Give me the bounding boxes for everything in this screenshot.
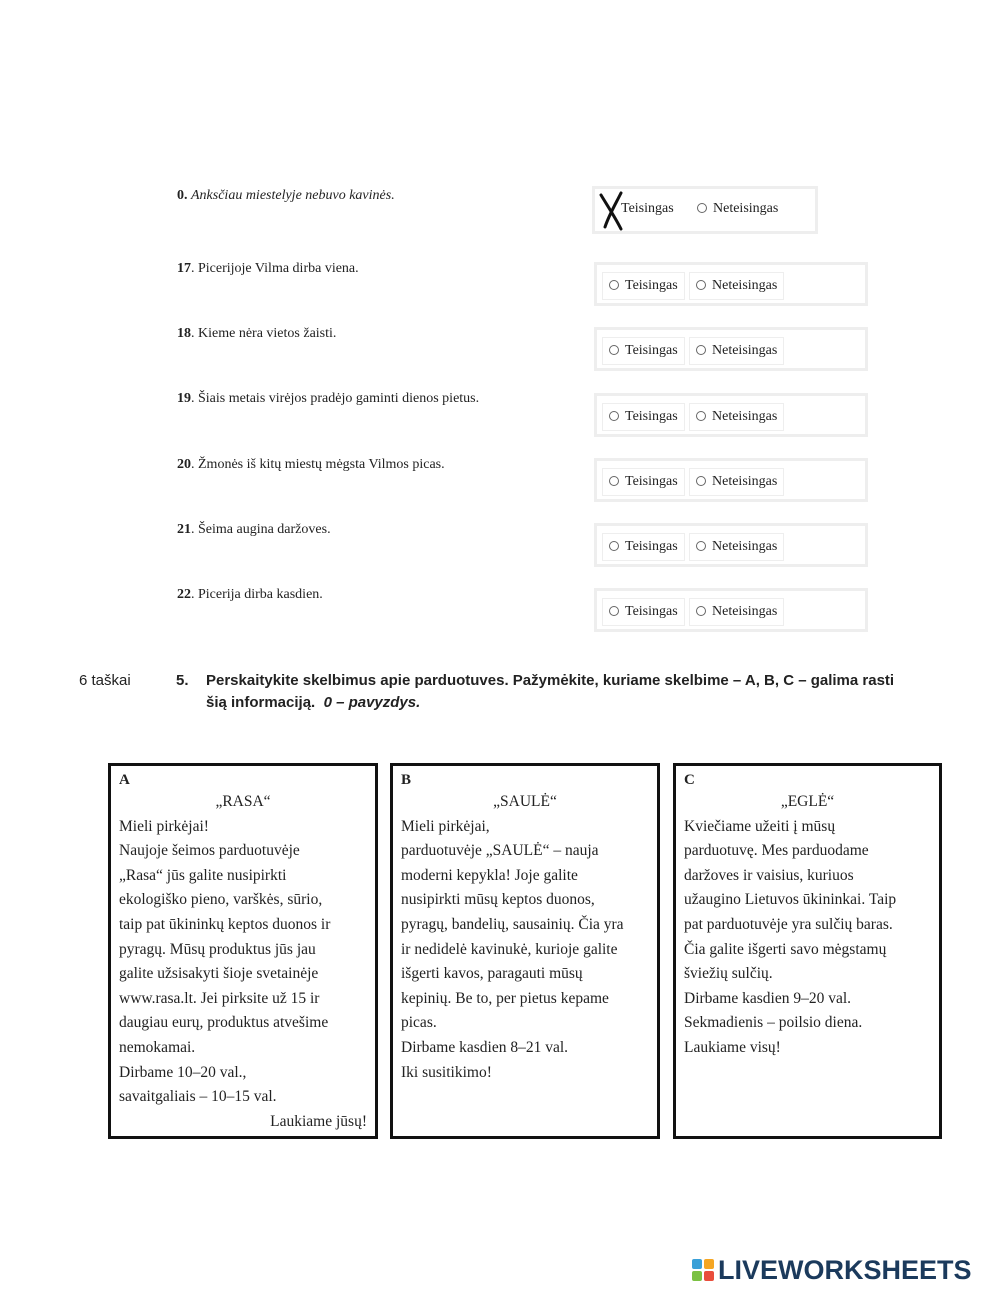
ad-store-name: „EGLĖ“ [780, 793, 835, 810]
ad-line: Naujoje šeimos parduotuvėje [119, 842, 300, 860]
ad-line: ekologiško pieno, varškės, sūrio, [119, 891, 323, 909]
ad-line: Kviečiame užeiti į mūsų [684, 817, 836, 835]
ad-line: savaitgaliais – 10–15 val. [119, 1088, 277, 1106]
task-instruction [176, 670, 896, 714]
ad-card-b [390, 763, 660, 1139]
option-label: Neteisingas [712, 604, 778, 619]
option-false-20[interactable] [689, 468, 784, 496]
question-text: . Kieme nėra vietos žaisti. [191, 326, 337, 341]
ad-line: pyragų, bandelių, sausainių. Čia yra [401, 915, 624, 933]
answer-box-22 [594, 588, 868, 632]
ad-line: „Rasa“ jūs galite nusipirkti [119, 866, 287, 884]
option-false-19[interactable] [689, 403, 784, 431]
ad-line: Čia galite išgerti savo mėgstamų [684, 940, 887, 958]
option-false-17[interactable] [689, 272, 784, 300]
question-number: 21 [177, 522, 191, 537]
ad-line: picas. [401, 1014, 437, 1032]
option-false-18[interactable] [689, 337, 784, 365]
task-text: Perskaitykite skelbimus apie parduotuves. Pažymėkite, kuriame skelbime – A, B, C – galima rasti šią informaciją. [206, 672, 895, 711]
option-label: Teisingas [625, 539, 678, 554]
ad-line: www.rasa.lt. Jei pirksite už 15 ir [119, 989, 320, 1007]
option-false-22[interactable] [689, 598, 784, 626]
option-label: Teisingas [625, 278, 678, 293]
ad-line: moderni kepykla! Joje galite [401, 866, 578, 884]
option-label: Neteisingas [713, 201, 779, 216]
question-number: 20 [177, 457, 191, 472]
example-note: 0 – pavyzdys. [323, 694, 421, 711]
ad-line: Sekmadienis – poilsio diena. [684, 1014, 863, 1032]
ad-line: kepinių. Be to, per pietus kepame [401, 989, 609, 1007]
radio-icon [609, 541, 619, 551]
liveworksheets-logo [692, 1254, 972, 1286]
option-true-17[interactable] [602, 272, 685, 300]
radio-icon [609, 280, 619, 290]
option-true-19[interactable] [602, 403, 685, 431]
ad-letter: C [684, 772, 695, 788]
radio-icon [696, 280, 706, 290]
answer-box-17 [594, 262, 868, 306]
ad-card-c [673, 763, 942, 1139]
question-0 [177, 188, 395, 204]
ad-text [684, 815, 931, 1061]
ad-line: taip pat ūkininkų keptos duonos ir [119, 915, 331, 933]
radio-icon [696, 541, 706, 551]
ad-line: užaugino Lietuvos ūkininkai. Taip [684, 891, 897, 909]
question-text: . Šeima augina daržoves. [191, 522, 331, 537]
answer-box-21 [594, 523, 868, 567]
option-false-21[interactable] [689, 533, 784, 561]
radio-icon [696, 411, 706, 421]
points-label: 6 taškai [79, 672, 131, 689]
ad-line: Laukiame visų! [684, 1038, 781, 1056]
radio-icon [609, 476, 619, 486]
radio-icon [697, 203, 707, 213]
answer-box-20 [594, 458, 868, 502]
ad-sign-off: Laukiame jūsų! [270, 1112, 367, 1130]
question-text: Anksčiau miestelyje nebuvo kavinės. [191, 188, 395, 203]
ad-line: nusipirkti mūsų keptos duonos, [401, 891, 595, 909]
question-number: 22 [177, 587, 191, 602]
task-number: 5. [176, 672, 189, 689]
option-label: Teisingas [625, 343, 678, 358]
question-20 [177, 457, 445, 473]
ad-line: pat parduotuvėje yra sulčių baras. [684, 915, 893, 933]
radio-icon [696, 606, 706, 616]
ad-line: parduotuvę. Mes parduodame [684, 842, 869, 860]
ad-letter: B [401, 772, 412, 788]
option-label: Neteisingas [712, 474, 778, 489]
ad-line: parduotuvėje „SAULĖ“ – nauja [401, 842, 599, 860]
ad-store-name: „RASA“ [215, 793, 271, 810]
ad-line: daugiau eurų, produktus atvešime [119, 1014, 329, 1032]
question-number: 0. [177, 188, 188, 203]
ad-line: išgerti kavos, paragauti mūsų [401, 965, 583, 983]
ad-card-a [108, 763, 378, 1139]
radio-icon [609, 345, 619, 355]
radio-icon [696, 345, 706, 355]
ad-line: Dirbame kasdien 9–20 val. [684, 989, 852, 1007]
cross-mark-icon [597, 191, 629, 231]
question-text: . Šiais metais virėjos pradėjo gaminti dienos pietus. [191, 391, 480, 406]
option-label: Teisingas [621, 201, 674, 216]
option-label: Neteisingas [712, 278, 778, 293]
ad-line: ir nedidelė kavinukė, kurioje galite [401, 940, 618, 958]
option-true-20[interactable] [602, 468, 685, 496]
question-18 [177, 326, 336, 342]
question-19 [177, 391, 479, 407]
question-text: . Picerija dirba kasdien. [191, 587, 323, 602]
ad-line: nemokamai. [119, 1038, 196, 1056]
option-label: Teisingas [625, 409, 678, 424]
question-text: . Picerijoje Vilma dirba viena. [191, 261, 359, 276]
ad-line: Mieli pirkėjai! [119, 817, 209, 835]
ad-line: pyragų. Mūsų produktus jūs jau [119, 940, 316, 958]
option-label: Neteisingas [712, 409, 778, 424]
option-true-22[interactable] [602, 598, 685, 626]
answer-box-18 [594, 327, 868, 371]
option-label: Teisingas [625, 604, 678, 619]
logo-text: LIVEWORKSHEETS [718, 1254, 972, 1285]
radio-icon [609, 606, 619, 616]
ad-line: Iki susitikimo! [401, 1063, 492, 1081]
ad-line: Dirbame kasdien 8–21 val. [401, 1038, 569, 1056]
answer-box-19 [594, 393, 868, 437]
answer-box-0 [592, 186, 818, 234]
question-22 [177, 587, 323, 603]
ad-store-name: „SAULĖ“ [493, 793, 557, 810]
question-text: . Žmonės iš kitų miestų mėgsta Vilmos picas. [191, 457, 445, 472]
ad-text [401, 815, 649, 1086]
question-21 [177, 522, 331, 538]
ad-text [119, 815, 367, 1110]
option-label: Neteisingas [712, 539, 778, 554]
ad-letter: A [119, 772, 130, 788]
question-17 [177, 261, 359, 277]
ad-line: Mieli pirkėjai, [401, 817, 490, 835]
ad-line: galite užsisakyti šioje svetainėje [119, 965, 319, 983]
option-true-18[interactable] [602, 337, 685, 365]
option-label: Neteisingas [712, 343, 778, 358]
question-number: 17 [177, 261, 191, 276]
option-false-0[interactable] [691, 196, 784, 224]
radio-icon [696, 476, 706, 486]
option-label: Teisingas [625, 474, 678, 489]
ad-line: daržoves ir vaisius, kuriuos [684, 866, 854, 884]
option-true-21[interactable] [602, 533, 685, 561]
logo-icon [692, 1259, 714, 1281]
radio-icon [609, 411, 619, 421]
ad-line: Dirbame 10–20 val., [119, 1063, 247, 1081]
question-number: 19 [177, 391, 191, 406]
question-number: 18 [177, 326, 191, 341]
ad-line: šviežių sulčių. [684, 965, 773, 983]
